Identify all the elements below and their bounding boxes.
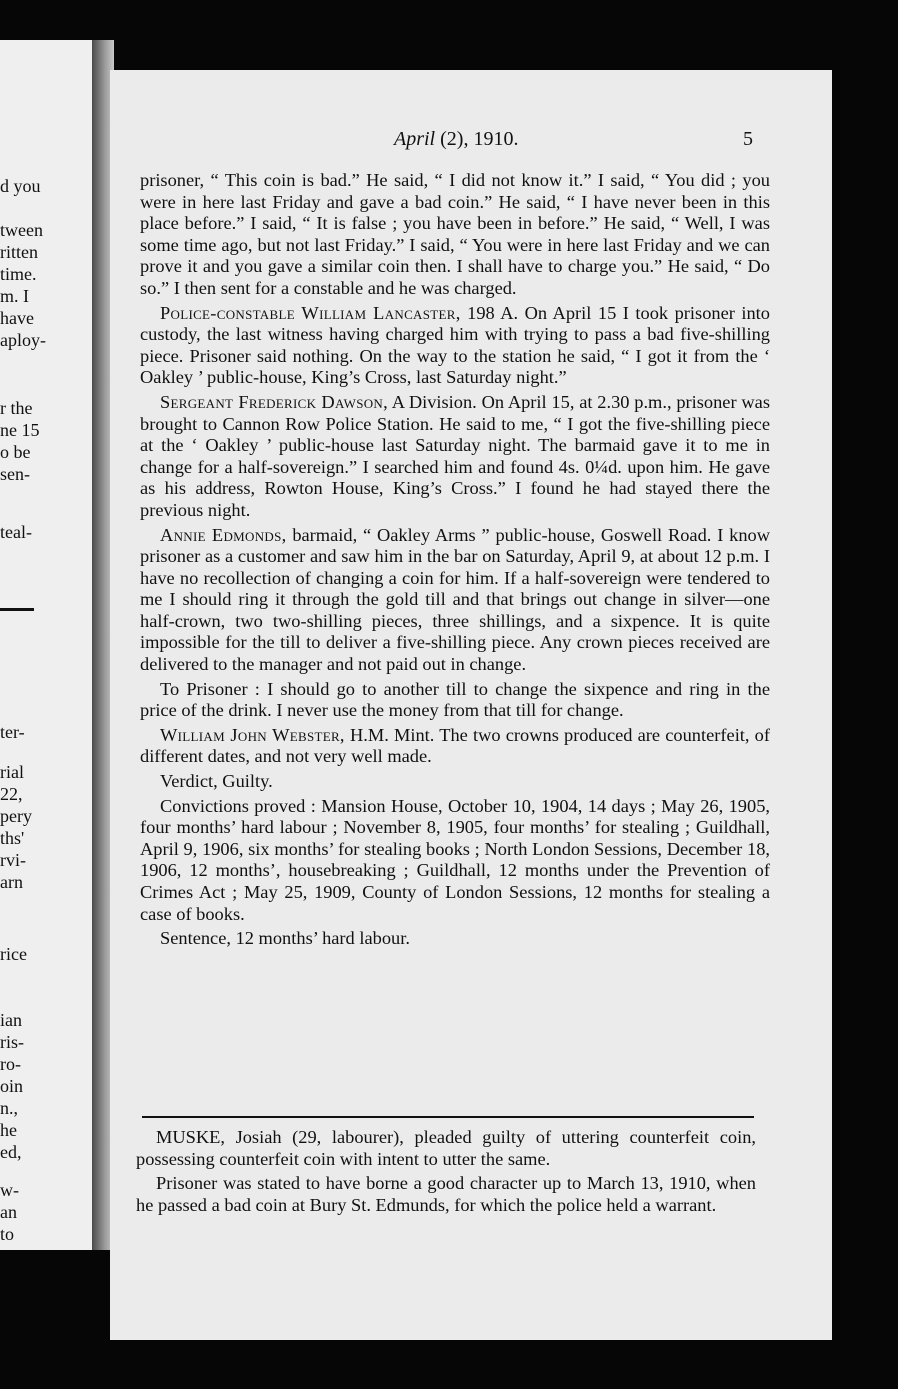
left-page-fragment: an: [0, 1202, 17, 1222]
paragraph: [140, 392, 770, 522]
paragraph-text: 198 A. On April 15 I took prisoner into custody, the last witness having charged him with trying to pass a bad five-shilling piece. Prisoner said nothing. On the way to the station he said, “ I got it from the ‘ Oakley ’ public-house, King’s Cross, last Saturday night.”: [140, 302, 770, 388]
verdict: [140, 771, 770, 793]
paragraph-text: Josiah (29, labourer), pleaded guilty of uttering counterfeit coin, possessing counterfeit coin with intent to utter the same.: [136, 1127, 756, 1169]
sentence: [140, 928, 770, 950]
case-divider: [142, 1116, 754, 1118]
paragraph: [140, 525, 770, 676]
left-page-fragment: ed,: [0, 1142, 22, 1162]
left-page-fragment: pery: [0, 806, 32, 826]
left-page-fragment: ne 15: [0, 420, 40, 440]
left-page-fragment: w-: [0, 1180, 19, 1200]
left-page-rule: [0, 608, 34, 611]
left-page-fragment: aploy-: [0, 330, 46, 350]
left-page-fragment: teal-: [0, 522, 32, 542]
paragraph-text: Sentence, 12 months’ hard labour.: [160, 928, 410, 949]
paragraph: [140, 725, 770, 768]
paragraph-text: H.M. Mint. The two crowns produced are counterfeit, of different dates, and not very well made.: [140, 724, 770, 767]
left-page-fragment: tween: [0, 220, 43, 240]
paragraph-text: barmaid, “ Oakley Arms ” public-house, Goswell Road. I know prisoner as a customer and saw him in the bar on Saturday, April 9, at about 12 p.m. I have no recollection of changing a coin for him. If a half-sovereign were tendered to me I should ring it through the gold till and that brings out change in silver—one half-crown, two two-shilling pieces, three shillings, and a sixpence. It is quite impossible for the till to deliver a five-shilling piece. Any crown pieces received are delivered to the manager and not paid out in change.: [140, 524, 770, 675]
paragraph-text: Convictions proved : Mansion House, October 10, 1904, 14 days ; May 26, 1905, four months’ hard labour ; November 8, 1905, four months’ for stealing ; Guildhall, April 9, 1906, six months’ for stealing books ; North London Sessions, December 18, 1906, 12 months’, housebreaking ; Guildhall, 12 months under the Prevention of Crimes Act ; May 25, 1909, County of London Sessions, 12 months for stealing a case of books.: [140, 795, 770, 924]
convictions: [140, 796, 770, 926]
left-page-fragment: n.,: [0, 1098, 18, 1118]
left-page-fragment: d you: [0, 176, 41, 196]
left-page-fragment: arn: [0, 872, 23, 892]
left-page-fragment: r the: [0, 398, 33, 418]
running-header: [394, 128, 518, 151]
left-page-fragment: o be: [0, 442, 31, 462]
paragraph: [140, 303, 770, 389]
left-page-fragment: he: [0, 1120, 17, 1140]
paragraph: [136, 1127, 756, 1170]
left-page-fragment: ritten: [0, 242, 38, 262]
left-page-fragment: 22,: [0, 784, 23, 804]
paragraph: [140, 170, 770, 300]
case-text: [140, 170, 770, 950]
left-page-fragment: ro-: [0, 1054, 21, 1074]
defendant-name: MUSKE,: [156, 1127, 225, 1147]
left-page-fragment: have: [0, 308, 34, 328]
paragraph-text: Prisoner was stated to have borne a good character up to March 13, 1910, when he passed a bad coin at Bury St. Edmunds, for which the police held a warrant.: [136, 1173, 756, 1215]
paragraph-text: Verdict, Guilty.: [160, 771, 273, 792]
header-month: April: [394, 128, 436, 150]
page-number: 5: [743, 128, 753, 150]
left-page-fragment: ian: [0, 1010, 22, 1030]
next-case-text: [136, 1127, 756, 1216]
left-page-fragment: ths': [0, 828, 25, 848]
witness-name: William John Webster,: [160, 724, 345, 745]
paragraph-text: prisoner, “ This coin is bad.” He said, “ I did not know it.” I said, “ You did ; you were in here last Friday and gave a bad coin.” He said, “ I have never been in this place before.” I said, “ It is false ; you have been in before.” He said, “ Well, I was some time ago, but not last Friday.” I said, “ You were in here last Friday and we can prove it and you gave a similar coin then. I shall have to charge you.” He said, “ Do so.” I then sent for a constable and he was charged.: [140, 170, 770, 298]
paragraph-text: To Prisoner : I should go to another till to change the sixpence and ring in the price of the drink. I never use the money from that till for change.: [140, 678, 770, 721]
left-page-fragment: sen-: [0, 464, 30, 484]
left-page-fragment: time.: [0, 264, 37, 284]
left-page-fragment: oin: [0, 1076, 24, 1096]
witness-name: Sergeant Frederick Dawson,: [160, 391, 388, 412]
left-page-fragment: m. I: [0, 286, 29, 306]
paragraph: [140, 679, 770, 722]
header-date: (2), 1910.: [435, 128, 519, 150]
left-page-fragment: ris-: [0, 1032, 24, 1052]
witness-name: Police-constable William Lancaster,: [160, 302, 461, 323]
paragraph: [136, 1173, 756, 1216]
left-page-fragment: rice: [0, 944, 27, 964]
left-page-fragment: rvi-: [0, 850, 26, 870]
witness-name: Annie Edmonds,: [160, 524, 287, 545]
left-page-edge: [0, 40, 92, 1250]
paragraph-text: A Division. On April 15, at 2.30 p.m., prisoner was brought to Cannon Row Police Station. He said to me, “ I got the five-shilling piece at the ‘ Oakley ’ public-house last Saturday night. The barmaid gave it to me in change for a half-sovereign.” I searched him and found 4s. 0¼d. upon him. He gave as his address, Rowton House, King’s Cross.” I found he had stayed there the previous night.: [140, 391, 770, 520]
left-page-fragment: to: [0, 1224, 15, 1244]
left-page-fragment: rial: [0, 762, 24, 782]
left-page-fragment: ter-: [0, 722, 25, 742]
